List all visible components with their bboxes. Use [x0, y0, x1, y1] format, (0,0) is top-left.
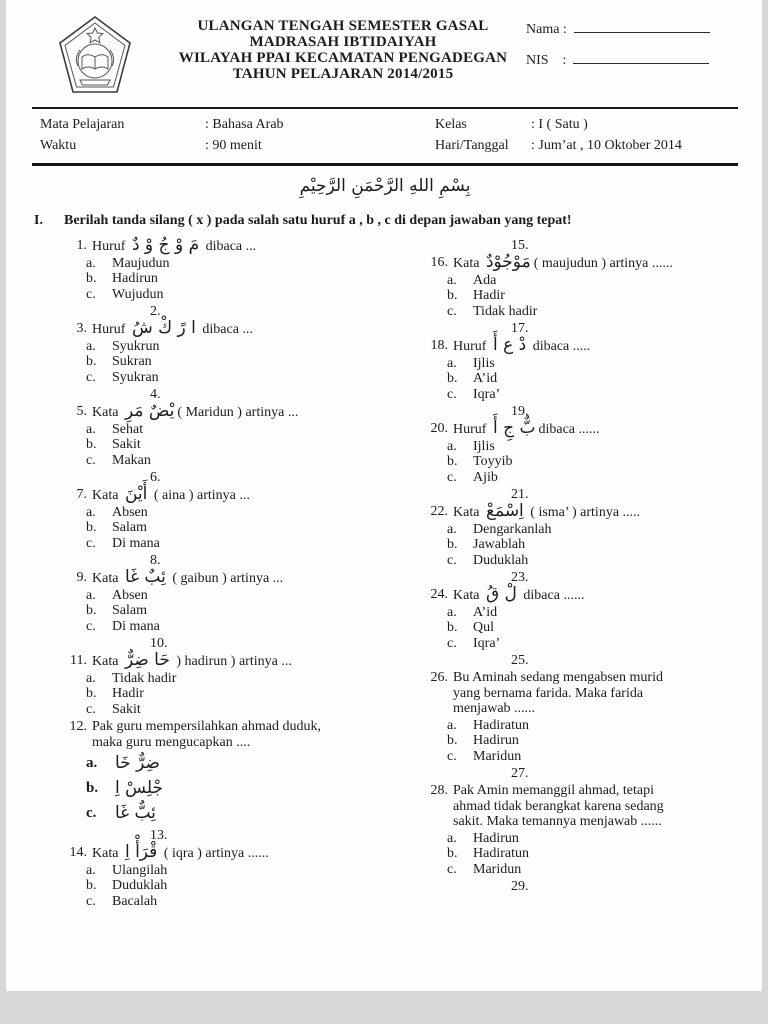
- question-body: [86, 401, 404, 468]
- answer-option: [86, 894, 404, 910]
- question-number: 29.: [511, 879, 529, 894]
- question-text-segment: ( iqra ) artinya ......: [160, 846, 269, 861]
- question-body: [447, 584, 738, 651]
- exam-page: [6, 0, 762, 991]
- question-body: [86, 650, 404, 717]
- question-number: 3.: [76, 321, 87, 336]
- question-text-segment: ( gaibun ) artinya ...: [168, 571, 284, 586]
- answer-option: [86, 287, 404, 303]
- answer-option: [86, 505, 404, 521]
- answer-option: [86, 603, 404, 619]
- option-text: Maridun: [473, 861, 522, 877]
- question-number: 20.: [430, 421, 448, 436]
- option-text: Absen: [112, 504, 148, 520]
- question-text-segment: dibaca ...: [198, 322, 253, 337]
- question: [423, 584, 738, 651]
- question-number: 21.: [511, 487, 529, 502]
- question-body: [86, 235, 404, 302]
- question: [62, 484, 404, 551]
- option-text: Hadiratun: [473, 846, 529, 861]
- option-letter: c.: [86, 893, 96, 909]
- option-letter: c.: [447, 635, 457, 651]
- option-text: Iqra’: [473, 386, 501, 402]
- option-letter: c.: [447, 386, 457, 402]
- answer-option: [86, 863, 404, 879]
- question: [423, 783, 738, 877]
- option-text: Wujudun: [112, 286, 164, 302]
- section-heading: [32, 213, 738, 229]
- option-text: Duduklah: [473, 552, 529, 568]
- question-number: 9.: [76, 570, 87, 585]
- question-number: 25.: [511, 653, 529, 668]
- question-text: [92, 650, 404, 670]
- arabic-text: أَيْنَ: [124, 484, 148, 504]
- option-letter: a.: [86, 421, 96, 437]
- answer-option: [86, 354, 404, 370]
- question-number: 13.: [150, 828, 168, 843]
- question-text: [453, 252, 738, 272]
- option-letter: a.: [86, 755, 98, 771]
- arabic-text: دٌ‎ وْ‎ جُ‎ وْ‎ مَ: [131, 235, 200, 255]
- answer-option: [86, 256, 404, 272]
- question-text-segment: Pak Amin memanggil ahmad, tetapi ahmad tidak berangkat karena sedang sakit. Maka temannya menjawab ......: [453, 783, 664, 829]
- madrasah-logo-icon: [56, 14, 134, 96]
- option-text: Di mana: [112, 535, 160, 551]
- answer-option: [86, 776, 326, 801]
- answer-option: [86, 437, 404, 453]
- question-number: 12.: [69, 719, 87, 734]
- option-text: Hadirun: [473, 733, 519, 748]
- question-number: 7.: [76, 487, 87, 502]
- questions-area: [32, 237, 738, 911]
- question-text-segment: dibaca .....: [529, 339, 591, 354]
- question-number: 17.: [511, 321, 529, 336]
- section-numeral: I.: [34, 213, 43, 228]
- question-text-segment: Kata: [92, 654, 122, 669]
- time-value: : 90 menit: [205, 138, 262, 153]
- question-text-segment: ( Maridun ) artinya ...: [177, 405, 299, 420]
- exam-title-line-3: WILAYAH PPAI KECAMATAN PENGADEGAN: [178, 50, 508, 66]
- answer-option: [447, 620, 738, 636]
- question-body: [86, 842, 404, 909]
- questions-left-column: [32, 237, 404, 911]
- arabic-text: غَا‎ ئِبٌ: [124, 567, 166, 587]
- question-number: 24.: [430, 587, 448, 602]
- option-text: Sehat: [112, 421, 144, 437]
- question-text: [453, 584, 738, 604]
- option-text: Hadirun: [112, 271, 158, 286]
- answer-option: [447, 862, 687, 878]
- question-text: [453, 418, 738, 438]
- answer-option: [447, 718, 687, 734]
- answer-option: [447, 454, 738, 470]
- option-letter: b.: [86, 437, 97, 452]
- answer-option: [447, 371, 738, 387]
- option-text: Syukran: [112, 369, 159, 385]
- option-text: Absen: [112, 587, 148, 603]
- option-letter: a.: [86, 862, 96, 878]
- question: [423, 670, 738, 764]
- question-number: 5.: [76, 404, 87, 419]
- option-letter: b.: [447, 537, 458, 552]
- option-letter: a.: [447, 717, 457, 733]
- answer-option: [86, 878, 404, 894]
- arabic-text: قُ‎ لْ: [485, 584, 517, 604]
- answer-option: [447, 387, 738, 403]
- option-letter: c.: [86, 369, 96, 385]
- exam-title-line-1: ULANGAN TENGAH SEMESTER GASAL: [197, 18, 489, 34]
- answer-option: [447, 356, 738, 372]
- question-text: [453, 501, 738, 521]
- option-letter: c.: [447, 748, 457, 764]
- question-text-segment: Bu Aminah sedang mengabsen murid yang bernama farida. Maka farida menjawab ......: [453, 670, 663, 716]
- option-text: Ijlis: [473, 355, 495, 371]
- subject-label: Mata Pelajaran: [40, 117, 125, 132]
- question-text-segment: Kata: [92, 405, 122, 420]
- question-text-segment: Kata: [92, 571, 122, 586]
- option-letter: a.: [86, 255, 96, 271]
- answer-option: [447, 749, 687, 765]
- answer-option: [447, 605, 738, 621]
- question-number: 4.: [150, 387, 161, 402]
- question-body: [447, 670, 687, 764]
- option-letter: b.: [86, 603, 97, 618]
- option-letter: a.: [447, 604, 457, 620]
- option-text: Hadirun: [473, 830, 519, 846]
- exam-title-line-4: TAHUN PELAJARAN 2014/2015: [232, 66, 454, 82]
- nis-label: NIS :: [526, 53, 567, 68]
- option-letter: b.: [447, 288, 458, 303]
- question-text: [453, 670, 687, 717]
- option-text: Iqra’: [473, 635, 501, 651]
- question-text-segment: Huruf: [92, 322, 129, 337]
- option-text: Ajib: [473, 469, 498, 485]
- option-text: Syukrun: [112, 338, 160, 354]
- question-body: [86, 567, 404, 634]
- question-text-segment: Pak guru mempersilahkan ahmad duduk, maka guru mengucapkan ....: [92, 719, 322, 750]
- option-letter: b.: [447, 371, 458, 386]
- option-text: Hadiratun: [473, 717, 529, 733]
- class-label: Kelas: [435, 117, 467, 132]
- question-number: 2.: [150, 304, 161, 319]
- question-text: [92, 719, 326, 750]
- question: [62, 719, 404, 826]
- answer-option: [447, 273, 738, 289]
- option-letter: a.: [447, 355, 457, 371]
- option-letter: b.: [447, 454, 458, 469]
- answer-option: [447, 537, 738, 553]
- question-number: 15.: [511, 238, 529, 253]
- question-number: 28.: [430, 783, 448, 798]
- arabic-text: اِ‎ قْرَأْ: [124, 842, 158, 862]
- question-number: 18.: [430, 338, 448, 353]
- option-letter: b.: [447, 620, 458, 635]
- name-row: [526, 20, 738, 38]
- option-letter: c.: [86, 701, 96, 717]
- question-text-segment: Kata: [453, 256, 483, 271]
- arabic-text: شُ‎ كْ‎ رً‎ ا: [131, 318, 196, 338]
- option-text: Ijlis: [473, 438, 495, 454]
- answer-option: [447, 288, 738, 304]
- option-letter: a.: [447, 438, 457, 454]
- option-letter: b.: [86, 686, 97, 701]
- option-letter: b.: [86, 878, 97, 893]
- option-letter: c.: [447, 861, 457, 877]
- option-letter: a.: [447, 272, 457, 288]
- answer-option: [86, 339, 404, 355]
- question-body: [86, 719, 326, 826]
- question-number: 19.: [511, 404, 529, 419]
- exam-header: [32, 14, 738, 101]
- option-letter: a.: [86, 504, 96, 520]
- answer-option: [447, 636, 738, 652]
- date-label: Hari/Tanggal: [435, 138, 509, 153]
- option-text: Hadir: [112, 686, 144, 701]
- info-row-time: [40, 135, 738, 156]
- question-text: [92, 318, 404, 338]
- option-letter: b.: [86, 520, 97, 535]
- option-letter: c.: [86, 805, 97, 821]
- arabic-text: مَوْجُوْدٌ: [485, 252, 531, 272]
- question-number: 26.: [430, 670, 448, 685]
- answer-option: [447, 439, 738, 455]
- question: [423, 501, 738, 568]
- question-number: 27.: [511, 766, 529, 781]
- name-blank-line: [574, 20, 710, 33]
- question: [62, 842, 404, 909]
- option-text: Maridun: [473, 748, 522, 764]
- option-text: Jawablah: [473, 537, 526, 552]
- question-text-segment: Huruf: [92, 239, 129, 254]
- answer-option: [86, 619, 404, 635]
- option-text: A’id: [473, 604, 498, 620]
- question-text-segment: Kata: [92, 846, 122, 861]
- question-body: [447, 501, 738, 568]
- question-text-segment: Huruf: [453, 422, 490, 437]
- question-text-segment: ( isma’ ) artinya .....: [526, 505, 641, 520]
- question-text-segment: ( aina ) artinya ...: [150, 488, 250, 503]
- name-label: Nama :: [526, 22, 567, 37]
- option-letter: a.: [447, 521, 457, 537]
- class-value: : I ( Satu ): [531, 117, 588, 132]
- option-text: Maujudun: [112, 255, 170, 271]
- arabic-option-text: اِ‎ جْلِسْ: [115, 778, 163, 798]
- arabic-text: أَ‎ جِ‎ بٌّ: [492, 418, 536, 438]
- arabic-text: مَرِ‎ يْضٌ: [124, 401, 175, 421]
- answer-option: [447, 304, 738, 320]
- answer-option: [447, 553, 738, 569]
- question-number: 8.: [150, 553, 161, 568]
- question-text-segment: ( maujudun ) artinya ......: [533, 256, 673, 271]
- question: [62, 318, 404, 385]
- question: [62, 401, 404, 468]
- option-letter: c.: [447, 552, 457, 568]
- question: [423, 418, 738, 485]
- question-text: [453, 335, 738, 355]
- nis-row: [526, 51, 738, 69]
- question: [423, 252, 738, 319]
- option-text: Tidak hadir: [112, 670, 177, 686]
- question-number: 22.: [430, 504, 448, 519]
- option-text: Salam: [112, 520, 147, 535]
- question-number: 1.: [76, 238, 87, 253]
- time-label: Waktu: [40, 138, 77, 153]
- option-text: Duduklah: [112, 878, 168, 893]
- option-text: Di mana: [112, 618, 160, 634]
- question-text: [92, 567, 404, 587]
- question-text-segment: Huruf: [453, 339, 490, 354]
- answer-option: [86, 271, 404, 287]
- question-text: [92, 235, 404, 255]
- answer-option: [86, 686, 404, 702]
- student-id-block: [526, 14, 738, 82]
- question-number: 23.: [511, 570, 529, 585]
- question-number: 10.: [150, 636, 168, 651]
- question-body: [447, 252, 738, 319]
- option-text: Toyyib: [473, 454, 513, 469]
- option-text: Dengarkanlah: [473, 521, 552, 537]
- option-text: Ulangilah: [112, 862, 168, 878]
- answer-option: [86, 751, 326, 776]
- answer-option: [86, 801, 326, 826]
- questions-right-column: [404, 237, 738, 911]
- exam-title-block: [160, 14, 526, 82]
- question-text-segment: dibaca ......: [519, 588, 585, 603]
- question-text: [92, 401, 404, 421]
- question-body: [86, 484, 404, 551]
- question-text-segment: Kata: [92, 488, 122, 503]
- question-body: [86, 318, 404, 385]
- arabic-text: ضِرٌّ‎ حَا: [124, 650, 170, 670]
- answer-option: [447, 522, 738, 538]
- option-letter: b.: [86, 354, 97, 369]
- answer-option: [86, 588, 404, 604]
- question-text-segment: Kata: [453, 505, 483, 520]
- option-letter: a.: [447, 830, 457, 846]
- question-body: [447, 418, 738, 485]
- option-text: Sukran: [112, 354, 152, 369]
- question-number: 14.: [69, 845, 87, 860]
- answer-option: [86, 370, 404, 386]
- option-letter: a.: [86, 670, 96, 686]
- option-text: Sakit: [112, 437, 141, 452]
- option-letter: a.: [86, 587, 96, 603]
- option-letter: b.: [86, 780, 99, 796]
- answer-option: [447, 470, 738, 486]
- question-text: [453, 783, 687, 830]
- option-text: A’id: [473, 371, 498, 386]
- option-letter: b.: [86, 271, 97, 286]
- answer-option: [447, 831, 687, 847]
- answer-option: [447, 733, 687, 749]
- question-text-segment: dibaca ......: [538, 422, 600, 437]
- arabic-text: اِسْمَعْ: [485, 501, 524, 521]
- arabic-option-text: غَا‎ ئِبٌّ: [115, 803, 156, 823]
- question: [423, 335, 738, 402]
- question: [62, 650, 404, 717]
- option-letter: c.: [86, 618, 96, 634]
- option-letter: c.: [86, 452, 96, 468]
- answer-option: [86, 422, 404, 438]
- option-letter: c.: [447, 303, 457, 319]
- option-letter: c.: [86, 286, 96, 302]
- madrasah-logo: [32, 14, 160, 101]
- option-text: Ada: [473, 272, 497, 288]
- option-letter: a.: [86, 338, 96, 354]
- option-text: Qul: [473, 620, 494, 635]
- option-letter: c.: [86, 535, 96, 551]
- question-body: [447, 783, 687, 877]
- option-text: Salam: [112, 603, 147, 618]
- option-letter: c.: [447, 469, 457, 485]
- question: [62, 235, 404, 302]
- answer-option: [447, 846, 687, 862]
- bismillah-calligraphy: بِسْمِ اللهِ الرَّحْمَنِ الرَّحِيْمِ: [299, 176, 471, 196]
- answer-option: [86, 671, 404, 687]
- answer-option: [86, 453, 404, 469]
- answer-option: [86, 520, 404, 536]
- exam-info-table: [32, 107, 738, 166]
- question-number: 6.: [150, 470, 161, 485]
- info-row-subject: [40, 114, 738, 135]
- question-body: [447, 335, 738, 402]
- option-text: Makan: [112, 452, 151, 468]
- date-value: : Jum’at , 10 Oktober 2014: [531, 138, 682, 153]
- question-text: [92, 842, 404, 862]
- arabic-option-text: خَا‎ ضِرٌّ: [115, 753, 160, 773]
- exam-title-line-2: MADRASAH IBTIDAIYAH: [249, 34, 437, 50]
- nis-blank-line: [573, 51, 709, 64]
- option-text: Tidak hadir: [473, 303, 538, 319]
- option-text: Bacalah: [112, 893, 158, 909]
- question-text-segment: dibaca ...: [202, 239, 257, 254]
- question-text: [92, 484, 404, 504]
- arabic-text: أَ‎ ع‎ دْ: [492, 335, 527, 355]
- answer-option: [86, 702, 404, 718]
- question-number: 11.: [70, 653, 87, 668]
- option-text: Sakit: [112, 701, 141, 717]
- answer-option: [86, 536, 404, 552]
- option-text: Hadir: [473, 288, 505, 303]
- question-text-segment: ) hadirun ) artinya ...: [172, 654, 292, 669]
- question-number: 16.: [430, 255, 448, 270]
- subject-value: : Bahasa Arab: [205, 117, 284, 132]
- option-letter: b.: [447, 733, 458, 748]
- question: [62, 567, 404, 634]
- question-text-segment: Kata: [453, 588, 483, 603]
- option-letter: b.: [447, 846, 458, 861]
- section-instruction: Berilah tanda silang ( x ) pada salah satu huruf a , b , c di depan jawaban yang tepat!: [64, 213, 572, 228]
